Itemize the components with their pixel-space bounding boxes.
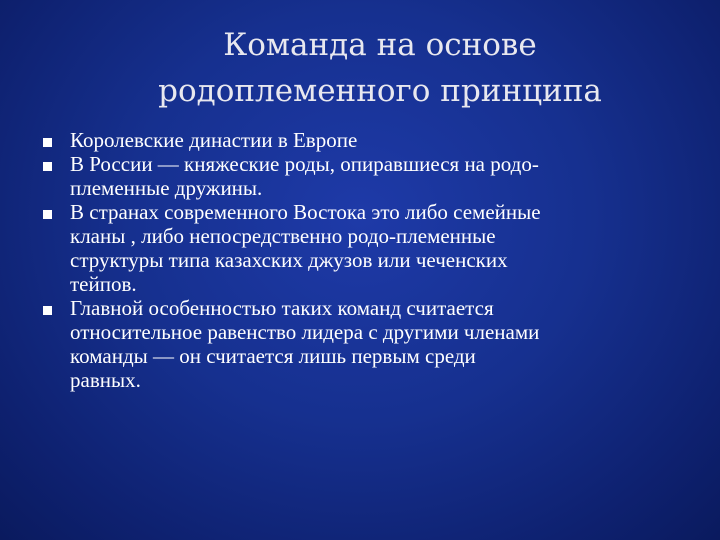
bullet-text-line: тейпов. <box>70 272 137 296</box>
bullet-item <box>40 200 690 296</box>
bullet-item <box>40 152 690 200</box>
square-bullet-icon <box>43 138 52 147</box>
bullet-text-line: команды — он считается лишь первым среди <box>70 344 476 368</box>
square-bullet-icon <box>43 162 52 171</box>
bullet-text-line: Королевские династии в Европе <box>70 128 358 152</box>
bullet-text-line: В России — княжеские роды, опиравшиеся на родо- <box>70 152 539 176</box>
bullet-text-line: относительное равенство лидера с другими членами <box>70 320 540 344</box>
slide-title-line-2: родоплеменного принципа <box>158 73 602 109</box>
bullet-item <box>40 296 690 392</box>
bullet-list <box>40 128 690 392</box>
square-bullet-icon <box>43 210 52 219</box>
slide-title <box>80 22 680 114</box>
bullet-text-line: Главной особенностью таких команд считается <box>70 296 494 320</box>
slide-title-line-1: Команда на основе <box>223 27 537 63</box>
square-bullet-icon <box>43 306 52 315</box>
bullet-text-line: равных. <box>70 368 141 392</box>
bullet-text-line: кланы , либо непосредственно родо-племенные <box>70 224 496 248</box>
bullet-item <box>40 128 690 152</box>
bullet-text-line: В странах современного Востока это либо семейные <box>70 200 541 224</box>
bullet-text-line: племенные дружины. <box>70 176 263 200</box>
bullet-text-line: структуры типа казахских джузов или чеченских <box>70 248 508 272</box>
